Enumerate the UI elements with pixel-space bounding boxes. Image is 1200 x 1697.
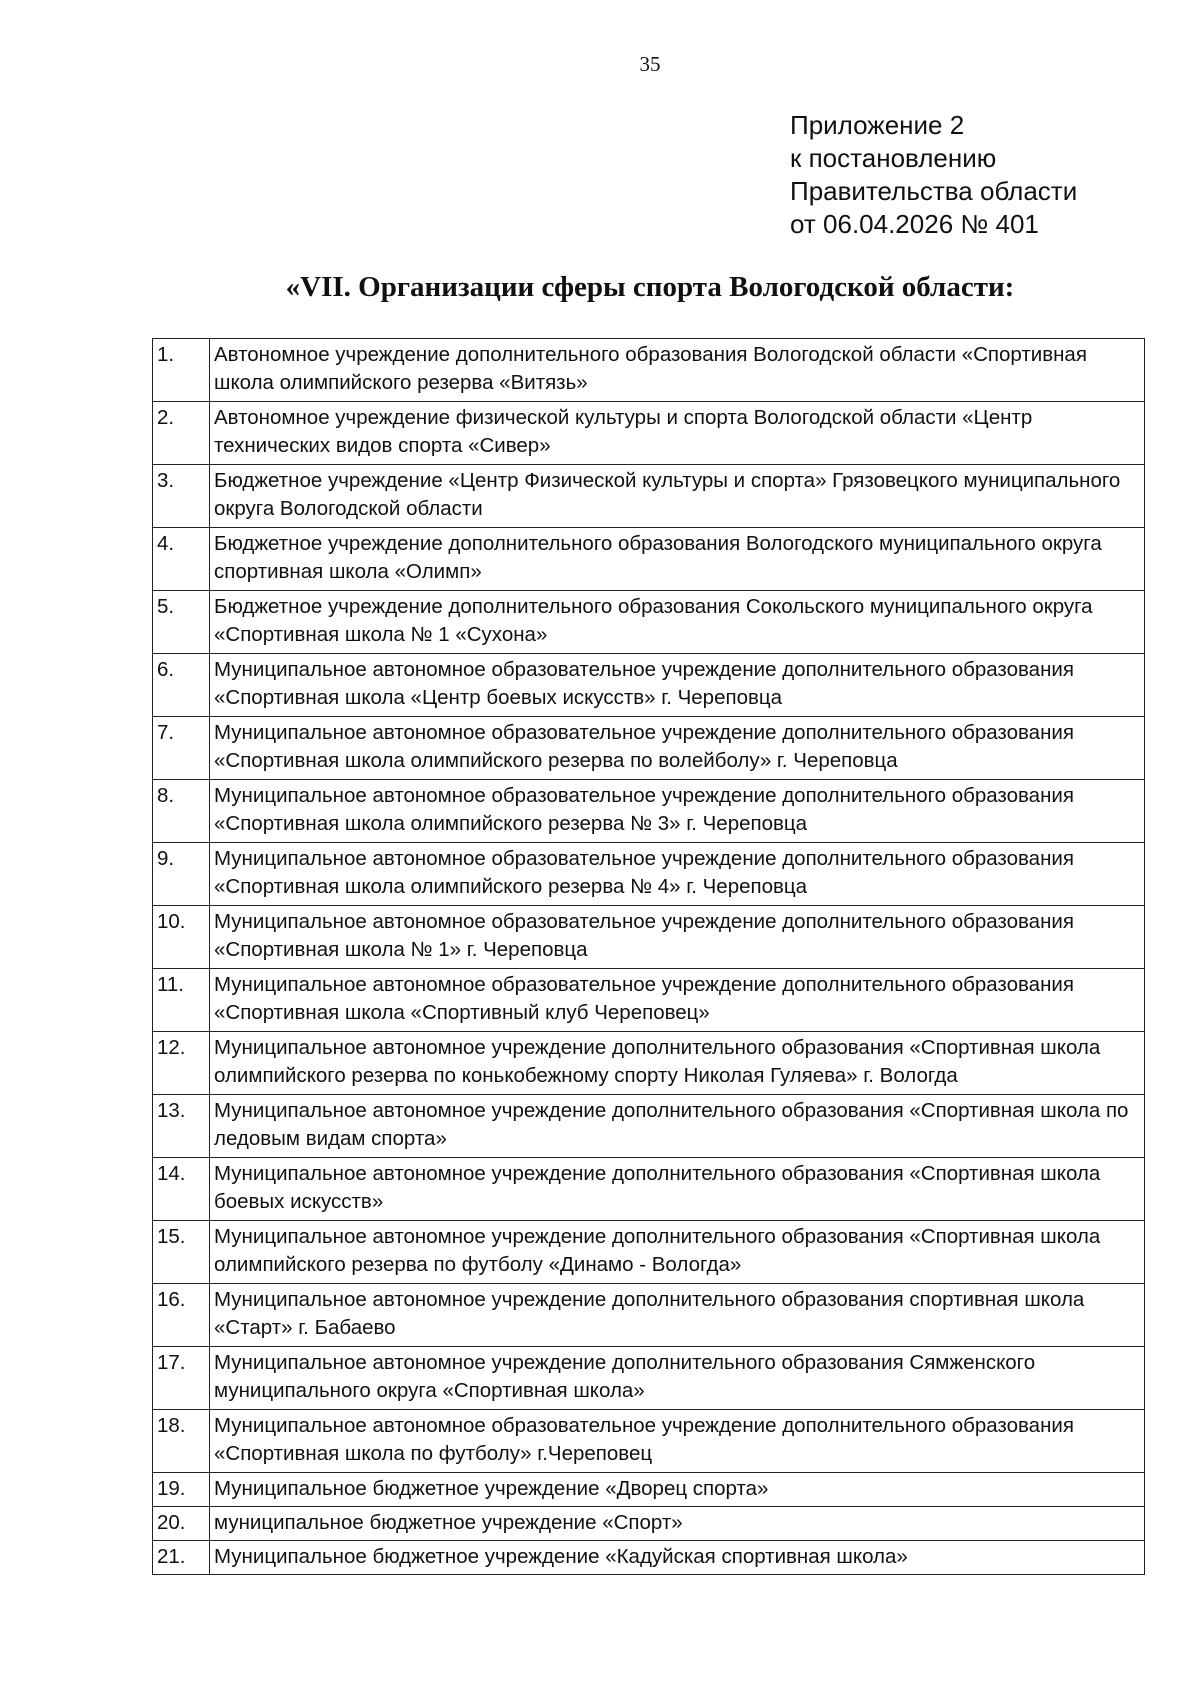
table-row	[153, 969, 1145, 1032]
table-row	[153, 1410, 1145, 1473]
table-row	[153, 1473, 1145, 1507]
row-number: 1.	[153, 339, 210, 402]
table-row	[153, 402, 1145, 465]
row-number: 9.	[153, 843, 210, 906]
row-text: Муниципальное бюджетное учреждение «Дворец спорта»	[210, 1473, 1145, 1507]
table-row	[153, 528, 1145, 591]
row-text: Муниципальное автономное учреждение дополнительного образования Сямженского муниципального округа «Спортивная школа»	[210, 1347, 1145, 1410]
row-number: 13.	[153, 1095, 210, 1158]
row-number: 19.	[153, 1473, 210, 1507]
table-row	[153, 1221, 1145, 1284]
row-text: Муниципальное автономное образовательное учреждение дополнительного образования «Спортивная школа олимпийского резерва № 3» г. Череповца	[210, 780, 1145, 843]
table-row	[153, 1347, 1145, 1410]
appendix-line-1: Приложение 2	[790, 110, 965, 140]
appendix-line-2: к постановлению	[790, 143, 997, 173]
row-text: Муниципальное бюджетное учреждение «Кадуйская спортивная школа»	[210, 1541, 1145, 1575]
row-number: 16.	[153, 1284, 210, 1347]
row-number: 15.	[153, 1221, 210, 1284]
row-text: муниципальное бюджетное учреждение «Спорт»	[210, 1507, 1145, 1541]
table-row	[153, 1032, 1145, 1095]
table-row	[153, 780, 1145, 843]
table-row	[153, 1507, 1145, 1541]
row-number: 3.	[153, 465, 210, 528]
appendix-line-3: Правительства области	[790, 176, 1078, 206]
row-number: 5.	[153, 591, 210, 654]
row-number: 11.	[153, 969, 210, 1032]
row-text: Муниципальное автономное образовательное учреждение дополнительного образования «Спортивная школа по футболу» г.Череповец	[210, 1410, 1145, 1473]
row-number: 20.	[153, 1507, 210, 1541]
row-number: 12.	[153, 1032, 210, 1095]
row-number: 2.	[153, 402, 210, 465]
row-number: 21.	[153, 1541, 210, 1575]
table-row	[153, 1541, 1145, 1575]
row-text: Муниципальное автономное учреждение дополнительного образования «Спортивная школа олимпийского резерва по конькобежному спорту Николая Гуляева» г. Вологда	[210, 1032, 1145, 1095]
row-number: 14.	[153, 1158, 210, 1221]
table-row	[153, 465, 1145, 528]
row-text: Муниципальное автономное образовательное учреждение дополнительного образования «Спортивная школа олимпийского резерва № 4» г. Череповца	[210, 843, 1145, 906]
row-number: 8.	[153, 780, 210, 843]
row-number: 17.	[153, 1347, 210, 1410]
page-number: 35	[639, 52, 661, 76]
table-row	[153, 654, 1145, 717]
row-text: Муниципальное автономное учреждение дополнительного образования спортивная школа «Старт» г. Бабаево	[210, 1284, 1145, 1347]
table-row	[153, 906, 1145, 969]
row-text: Автономное учреждение дополнительного образования Вологодской области «Спортивная школа олимпийского резерва «Витязь»	[210, 339, 1145, 402]
row-text: Муниципальное автономное образовательное учреждение дополнительного образования «Спортивная школа «Центр боевых искусств» г. Череповца	[210, 654, 1145, 717]
row-text: Бюджетное учреждение дополнительного образования Вологодского муниципального округа спортивная школа «Олимп»	[210, 528, 1145, 591]
row-text: Бюджетное учреждение дополнительного образования Сокольского муниципального округа «Спортивная школа № 1 «Сухона»	[210, 591, 1145, 654]
table-row	[153, 339, 1145, 402]
appendix-line-4: от 06.04.2026 № 401	[790, 209, 1039, 239]
table-row	[153, 1095, 1145, 1158]
row-number: 18.	[153, 1410, 210, 1473]
row-text: Муниципальное автономное образовательное учреждение дополнительного образования «Спортивная школа «Спортивный клуб Череповец»	[210, 969, 1145, 1032]
row-number: 6.	[153, 654, 210, 717]
section-title: «VII. Организации сферы спорта Вологодской области:	[285, 271, 1015, 303]
row-number: 7.	[153, 717, 210, 780]
row-number: 10.	[153, 906, 210, 969]
row-text: Муниципальное автономное учреждение дополнительного образования «Спортивная школа боевых искусств»	[210, 1158, 1145, 1221]
row-number: 4.	[153, 528, 210, 591]
organizations-table	[152, 338, 1145, 1575]
row-text: Муниципальное автономное учреждение дополнительного образования «Спортивная школа по ледовым видам спорта»	[210, 1095, 1145, 1158]
row-text: Муниципальное автономное образовательное учреждение дополнительного образования «Спортивная школа № 1» г. Череповца	[210, 906, 1145, 969]
table-row	[153, 717, 1145, 780]
appendix-header	[790, 109, 1077, 241]
row-text: Бюджетное учреждение «Центр Физической культуры и спорта» Грязовецкого муниципального округа Вологодской области	[210, 465, 1145, 528]
table-row	[153, 591, 1145, 654]
row-text: Муниципальное автономное образовательное учреждение дополнительного образования «Спортивная школа олимпийского резерва по волейболу» г. Череповца	[210, 717, 1145, 780]
table-row	[153, 843, 1145, 906]
table-row	[153, 1284, 1145, 1347]
row-text: Муниципальное автономное учреждение дополнительного образования «Спортивная школа олимпийского резерва по футболу «Динамо - Вологда»	[210, 1221, 1145, 1284]
table-row	[153, 1158, 1145, 1221]
row-text: Автономное учреждение физической культуры и спорта Вологодской области «Центр технических видов спорта «Сивер»	[210, 402, 1145, 465]
